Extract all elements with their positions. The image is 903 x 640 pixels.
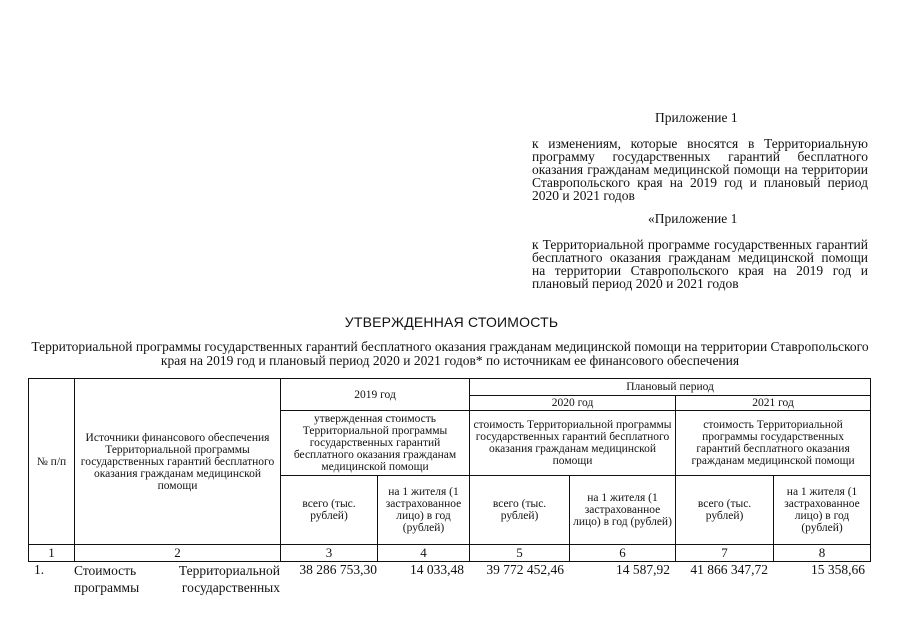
appendix-text-2: к Территориальной программе государственных гарантий бесплатного оказания гражданам медицинской помощи на территории Ставропольского края на 2019 год и плановый период 2020 и 2021 годов	[532, 237, 868, 291]
header-year-2019: 2019 год	[281, 379, 470, 411]
header-total-2019: всего (тыс. рублей)	[281, 476, 378, 545]
header-planned-period: Плановый период	[470, 379, 871, 396]
header-desc-2019: утвержденная стоимость Территориальной программы государственных гарантий бесплатного оказания гражданам медицинской помощи	[281, 411, 470, 476]
header-year-2020: 2020 год	[470, 396, 676, 411]
document-subtitle: Территориальной программы государственных гарантий бесплатного оказания гражданам медицинской помощи на территории Ставропольского края на 2019 год и плановый период 2020 и 2021 годов* по источникам ее финансового обеспечения	[31, 339, 869, 368]
column-number: 3	[281, 545, 378, 562]
value-2019-total: 38 286 753,30	[299, 562, 377, 577]
value-2020-total: 39 772 452,46	[486, 562, 564, 577]
value-2021-total: 41 866 347,72	[690, 562, 768, 577]
appendix-text: к изменениям, которые вносятся в Территориальную программу государственных гарантий бесплатного оказания гражданам медицинской помощи на территории Ставропольского края на 2019 год и плановый период 2020 и 2021 годов	[532, 136, 868, 203]
column-number: 5	[470, 545, 570, 562]
header-number: № п/п	[29, 379, 75, 545]
header-desc-2020: стоимость Территориальной программы государственных гарантий бесплатного оказания гражданам медицинской помощи	[470, 411, 676, 476]
appendix-title: Приложение 1	[655, 110, 738, 125]
row-number: 1.	[34, 562, 45, 577]
value-2019-per-capita: 14 033,48	[410, 562, 464, 577]
header-year-2021: 2021 год	[676, 396, 871, 411]
value-2020-per-capita: 14 587,92	[616, 562, 670, 577]
row-label: Стоимость Территориальной программы государственных	[74, 563, 280, 595]
column-number: 2	[75, 545, 281, 562]
header-total-2021: всего (тыс. рублей)	[676, 476, 774, 545]
value-2021-per-capita: 15 358,66	[811, 562, 865, 577]
header-per-capita-2021: на 1 жителя (1 застрахованное лицо) в год (рублей)	[774, 476, 871, 545]
header-desc-2021: стоимость Территориальной программы государственных гарантий бесплатного оказания гражданам медицинской помощи	[676, 411, 871, 476]
column-number: 1	[29, 545, 75, 562]
column-number: 8	[774, 545, 871, 562]
document-title: УТВЕРЖДЕННАЯ СТОИМОСТЬ	[344, 314, 559, 330]
header-source: Источники финансового обеспечения Территориальной программы государственных гарантий бесплатного оказания гражданам медицинской помощи	[75, 379, 281, 545]
header-total-2020: всего (тыс. рублей)	[470, 476, 570, 545]
column-number: 6	[570, 545, 676, 562]
column-number: 7	[676, 545, 774, 562]
appendix-title-2: «Приложение 1	[648, 211, 738, 226]
column-number: 4	[378, 545, 470, 562]
cost-table	[28, 378, 871, 562]
header-per-capita-2020: на 1 жителя (1 застрахованное лицо) в год (рублей)	[570, 476, 676, 545]
header-per-capita-2019: на 1 жителя (1 застрахованное лицо) в год (рублей)	[378, 476, 470, 545]
